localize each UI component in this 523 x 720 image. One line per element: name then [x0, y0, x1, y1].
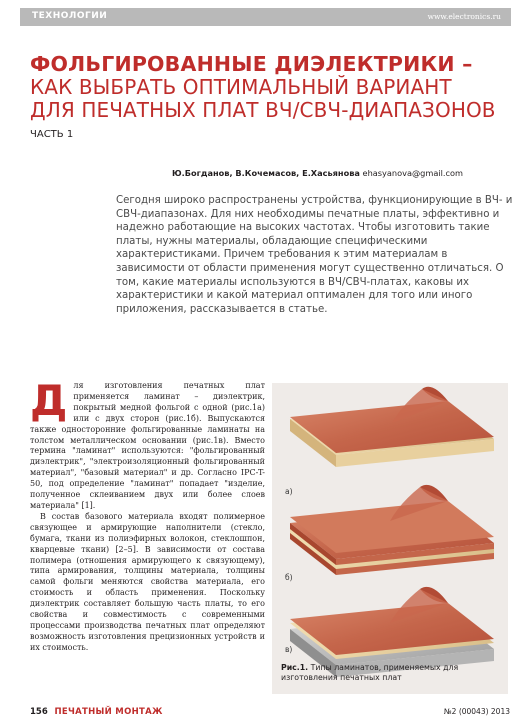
laminate-b [290, 485, 494, 575]
title-line-1: ФОЛЬГИРОВАННЫЕ ДИЭЛЕКТРИКИ – [30, 52, 473, 76]
lead-paragraph: Сегодня широко распространены устройства, функционирующие в ВЧ- и СВЧ-диапазонах. Для них необходимы печатные платы, эффективно и надежно работающие на высоких частотах. Чтобы изготовить такие платы, нужны материалы, обладающие специфическими характеристиками. Причем требования к этим материалам в зависимости от области применения могут существенно отличаться. О том, какие материалы используются в ВЧ/СВЧ-платах, каковы их характеристики и какой материал оптимален для того или иного приложения, рассказывается в статье. [116, 195, 513, 315]
part-label: ЧАСТЬ 1 [30, 129, 74, 140]
figure-label-c: в) [285, 645, 293, 654]
title-line-3: ДЛЯ ПЕЧАТНЫХ ПЛАТ ВЧ/СВЧ-ДИАПАЗОНОВ [30, 98, 496, 122]
page-number: 156 [30, 707, 48, 717]
section-label: ТЕХНОЛОГИИ [32, 11, 108, 21]
issue-number: №2 (00043) 2013 [443, 707, 510, 716]
figure-label-a: а) [285, 487, 293, 496]
site-url[interactable]: www.electronics.ru [427, 12, 501, 21]
caption-text: Типы ламинатов, применяемых для изготовления печатных плат [281, 663, 459, 682]
figure-label-b: б) [285, 573, 293, 582]
laminate-illustration [272, 383, 508, 694]
figure-panel [272, 383, 508, 694]
author-names: Ю.Богданов, В.Кочемасов, Е.Хасьянова [172, 168, 360, 178]
page-footer [30, 707, 510, 717]
article-title [30, 53, 500, 140]
body-paragraph-2: В состав базового материала входят полимерное связующее и армирующие наполнители (стекло, бумага, ткани из полиэфирных волокон, стеклошпон, кварцевые ткани) [2–5]. В зависимости от состава полимера (отношения армирующего к связующему), типа армирования, толщины материала, толщины самой фольги меняются свойства материала, его стоимость и область применения. Поскольку диэлектрик составляет большую часть платы, то его свойства и совместимость с современными процессами производства печатных плат определяют возможность изготовления прецизионных устройств и их стоимость. [30, 511, 265, 652]
journal-name: ПЕЧАТНЫЙ МОНТАЖ [54, 707, 163, 717]
body-paragraph-1-text: ля изготовления печатных плат применяется ламинат – диэлектрик, покрытый медной фольгой с одной (рис.1а) или с двух сторон (рис.1б). Выпускаются также односторонние фольгированные ламинаты на толстом металлическом основании (рис.1в). Вместо термина "ламинат" используются: "фольгированный диэлектрик", "электроизоляционный фольгированный материал", "базовый материал" и др. Согласно IPC-T-50, под определение "ламинат" попадает "изделие, полученное склеиванием двух или более слоев материала" [1]. [30, 381, 265, 510]
caption-number: Рис.1. [281, 663, 309, 672]
header-bar [20, 8, 511, 26]
drop-cap: Д [30, 376, 68, 425]
body-column [30, 376, 265, 654]
author-email[interactable]: ehasyanova@gmail.com [362, 168, 463, 178]
authors-line [172, 168, 463, 178]
body-paragraph-1 [30, 376, 265, 512]
title-line-2: КАК ВЫБРАТЬ ОПТИМАЛЬНЫЙ ВАРИАНТ [30, 75, 452, 99]
figure-caption [281, 663, 506, 683]
laminate-a [290, 387, 494, 467]
